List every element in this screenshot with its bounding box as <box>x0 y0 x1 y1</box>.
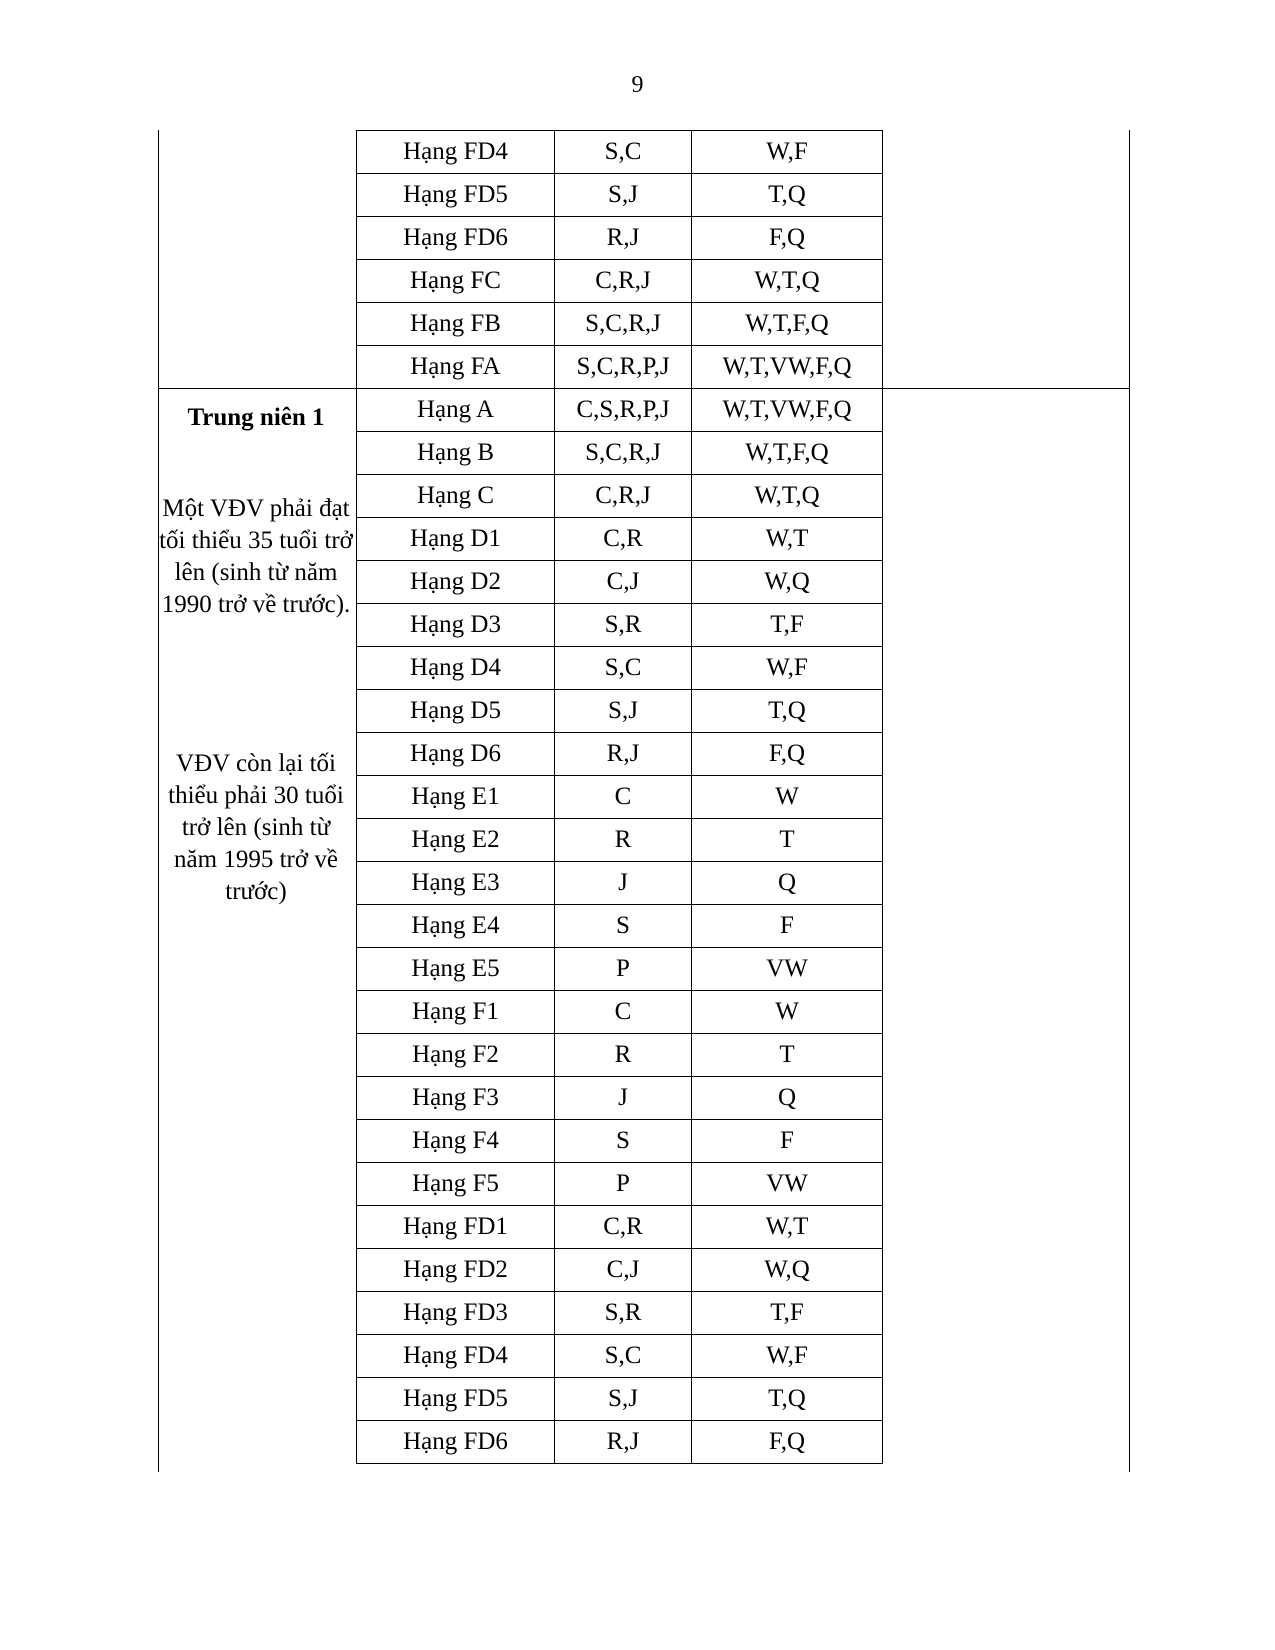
event-code-alt-cell: T,F <box>692 604 883 647</box>
event-code-alt-cell: T <box>692 819 883 862</box>
event-code-cell: P <box>555 1163 692 1206</box>
rank-row-group <box>357 604 883 647</box>
event-code-cell: S,J <box>555 690 692 733</box>
rank-cell: Hạng D2 <box>357 561 555 604</box>
event-code-alt-cell: F,Q <box>692 1421 883 1464</box>
event-code-cell: S,C <box>555 131 692 174</box>
event-code-cell: C,J <box>555 1249 692 1292</box>
rank-row-group <box>357 432 883 475</box>
event-code-alt-cell: W,T,F,Q <box>692 303 883 346</box>
event-code-cell: S,C <box>555 1335 692 1378</box>
event-code-alt-cell: F <box>692 1120 883 1163</box>
event-code-cell: C,R <box>555 1206 692 1249</box>
rank-cell: Hạng FA <box>357 346 555 389</box>
event-code-cell: R,J <box>555 1421 692 1464</box>
rank-row-group <box>357 733 883 776</box>
event-code-alt-cell: F <box>692 905 883 948</box>
event-code-alt-cell: W,T,Q <box>692 260 883 303</box>
rank-cell: Hạng D3 <box>357 604 555 647</box>
rank-row-group <box>357 561 883 604</box>
rank-cell: Hạng F4 <box>357 1120 555 1163</box>
rank-cell: Hạng FD2 <box>357 1249 555 1292</box>
event-code-cell: C <box>555 991 692 1034</box>
rank-row-top <box>357 260 883 303</box>
event-code-cell: S,C,R,J <box>555 432 692 475</box>
rank-cell: Hạng FD1 <box>357 1206 555 1249</box>
rank-cell: Hạng E2 <box>357 819 555 862</box>
event-code-alt-cell: VW <box>692 948 883 991</box>
event-code-cell: C,R,J <box>555 475 692 518</box>
event-code-cell: C,R <box>555 518 692 561</box>
event-code-cell: S <box>555 905 692 948</box>
event-code-alt-cell: W <box>692 776 883 819</box>
event-code-cell: C,J <box>555 561 692 604</box>
event-code-cell: C <box>555 776 692 819</box>
rank-row-group <box>357 819 883 862</box>
rank-cell: Hạng D4 <box>357 647 555 690</box>
rank-cell: Hạng FB <box>357 303 555 346</box>
event-code-alt-cell: VW <box>692 1163 883 1206</box>
rank-row-group <box>357 862 883 905</box>
rank-row-top <box>357 217 883 260</box>
event-code-alt-cell: W,F <box>692 647 883 690</box>
rank-cell: Hạng FD6 <box>357 1421 555 1464</box>
rank-cell: Hạng D5 <box>357 690 555 733</box>
rank-row-top <box>357 303 883 346</box>
rank-row-group <box>357 1378 883 1421</box>
event-code-cell: R,J <box>555 217 692 260</box>
event-code-alt-cell: W,T,VW,F,Q <box>692 389 883 432</box>
event-code-cell: P <box>555 948 692 991</box>
event-code-alt-cell: W,T <box>692 1206 883 1249</box>
rank-row-group <box>357 1249 883 1292</box>
event-code-cell: J <box>555 862 692 905</box>
rank-row-top <box>357 131 883 174</box>
rank-cell: Hạng FC <box>357 260 555 303</box>
event-code-alt-cell: W,T,VW,F,Q <box>692 346 883 389</box>
page-number: 9 <box>631 72 644 98</box>
rank-cell: Hạng E3 <box>357 862 555 905</box>
event-code-cell: S,J <box>555 174 692 217</box>
rank-cell: Hạng FD4 <box>357 1335 555 1378</box>
event-code-alt-cell: W,F <box>692 1335 883 1378</box>
event-code-alt-cell: T <box>692 1034 883 1077</box>
rank-cell: Hạng A <box>357 389 555 432</box>
event-code-cell: C,S,R,P,J <box>555 389 692 432</box>
group-title: Trung niên 1 <box>187 404 325 431</box>
event-code-alt-cell: T,F <box>692 1292 883 1335</box>
rank-cell: Hạng E4 <box>357 905 555 948</box>
rank-cell: Hạng C <box>357 475 555 518</box>
rank-cell: Hạng D6 <box>357 733 555 776</box>
event-code-cell: C,R,J <box>555 260 692 303</box>
event-code-alt-cell: T,Q <box>692 174 883 217</box>
rank-table-body <box>357 131 883 1464</box>
rank-row-group <box>357 1077 883 1120</box>
rank-row-group <box>357 647 883 690</box>
rank-row-group <box>357 389 883 432</box>
rank-cell: Hạng FD4 <box>357 131 555 174</box>
rank-cell: Hạng FD5 <box>357 174 555 217</box>
rank-row-group <box>357 991 883 1034</box>
rank-cell: Hạng E5 <box>357 948 555 991</box>
rank-cell: Hạng FD3 <box>357 1292 555 1335</box>
rank-cell: Hạng F2 <box>357 1034 555 1077</box>
group-note-other-athletes: VĐV còn lại tối thiểu phải 30 tuổi trở lên (sinh từ năm 1995 trở về trước) <box>168 750 344 905</box>
rank-row-group <box>357 1335 883 1378</box>
rank-row-group <box>357 905 883 948</box>
rank-table <box>356 130 883 1464</box>
rank-cell: Hạng F3 <box>357 1077 555 1120</box>
event-code-cell: J <box>555 1077 692 1120</box>
rank-cell: Hạng D1 <box>357 518 555 561</box>
event-code-cell: S,C,R,P,J <box>555 346 692 389</box>
event-code-cell: S,C <box>555 647 692 690</box>
event-code-alt-cell: F,Q <box>692 217 883 260</box>
rank-row-group <box>357 1120 883 1163</box>
event-code-alt-cell: W,T <box>692 518 883 561</box>
rank-row-group <box>357 690 883 733</box>
event-code-alt-cell: F,Q <box>692 733 883 776</box>
event-code-alt-cell: Q <box>692 862 883 905</box>
rank-cell: Hạng E1 <box>357 776 555 819</box>
rank-row-group <box>357 518 883 561</box>
event-code-cell: R <box>555 1034 692 1077</box>
event-code-cell: S,R <box>555 604 692 647</box>
event-code-alt-cell: W <box>692 991 883 1034</box>
rank-row-group <box>357 1421 883 1464</box>
rank-row-top <box>357 174 883 217</box>
event-code-cell: S,C,R,J <box>555 303 692 346</box>
group-note-first-athlete: Một VĐV phải đạt tối thiểu 35 tuổi trở lên (sinh từ năm 1990 trở về trước). <box>159 495 353 618</box>
rank-row-group <box>357 1163 883 1206</box>
event-code-alt-cell: T,Q <box>692 690 883 733</box>
event-code-alt-cell: W,F <box>692 131 883 174</box>
event-code-alt-cell: T,Q <box>692 1378 883 1421</box>
event-code-cell: R,J <box>555 733 692 776</box>
rank-row-group <box>357 776 883 819</box>
rank-cell: Hạng FD6 <box>357 217 555 260</box>
event-code-alt-cell: W,T,F,Q <box>692 432 883 475</box>
rank-row-group <box>357 1206 883 1249</box>
event-code-alt-cell: W,T,Q <box>692 475 883 518</box>
rank-row-group <box>357 1034 883 1077</box>
outer-right-border <box>1129 130 1130 1472</box>
event-code-cell: R <box>555 819 692 862</box>
rank-cell: Hạng B <box>357 432 555 475</box>
rank-cell: Hạng F5 <box>357 1163 555 1206</box>
rank-row-top <box>357 346 883 389</box>
rank-row-group <box>357 1292 883 1335</box>
event-code-cell: S,R <box>555 1292 692 1335</box>
event-code-cell: S,J <box>555 1378 692 1421</box>
rank-cell: Hạng FD5 <box>357 1378 555 1421</box>
event-code-alt-cell: Q <box>692 1077 883 1120</box>
rank-cell: Hạng F1 <box>357 991 555 1034</box>
rank-row-group <box>357 948 883 991</box>
event-code-alt-cell: W,Q <box>692 1249 883 1292</box>
event-code-alt-cell: W,Q <box>692 561 883 604</box>
event-code-cell: S <box>555 1120 692 1163</box>
rank-row-group <box>357 475 883 518</box>
